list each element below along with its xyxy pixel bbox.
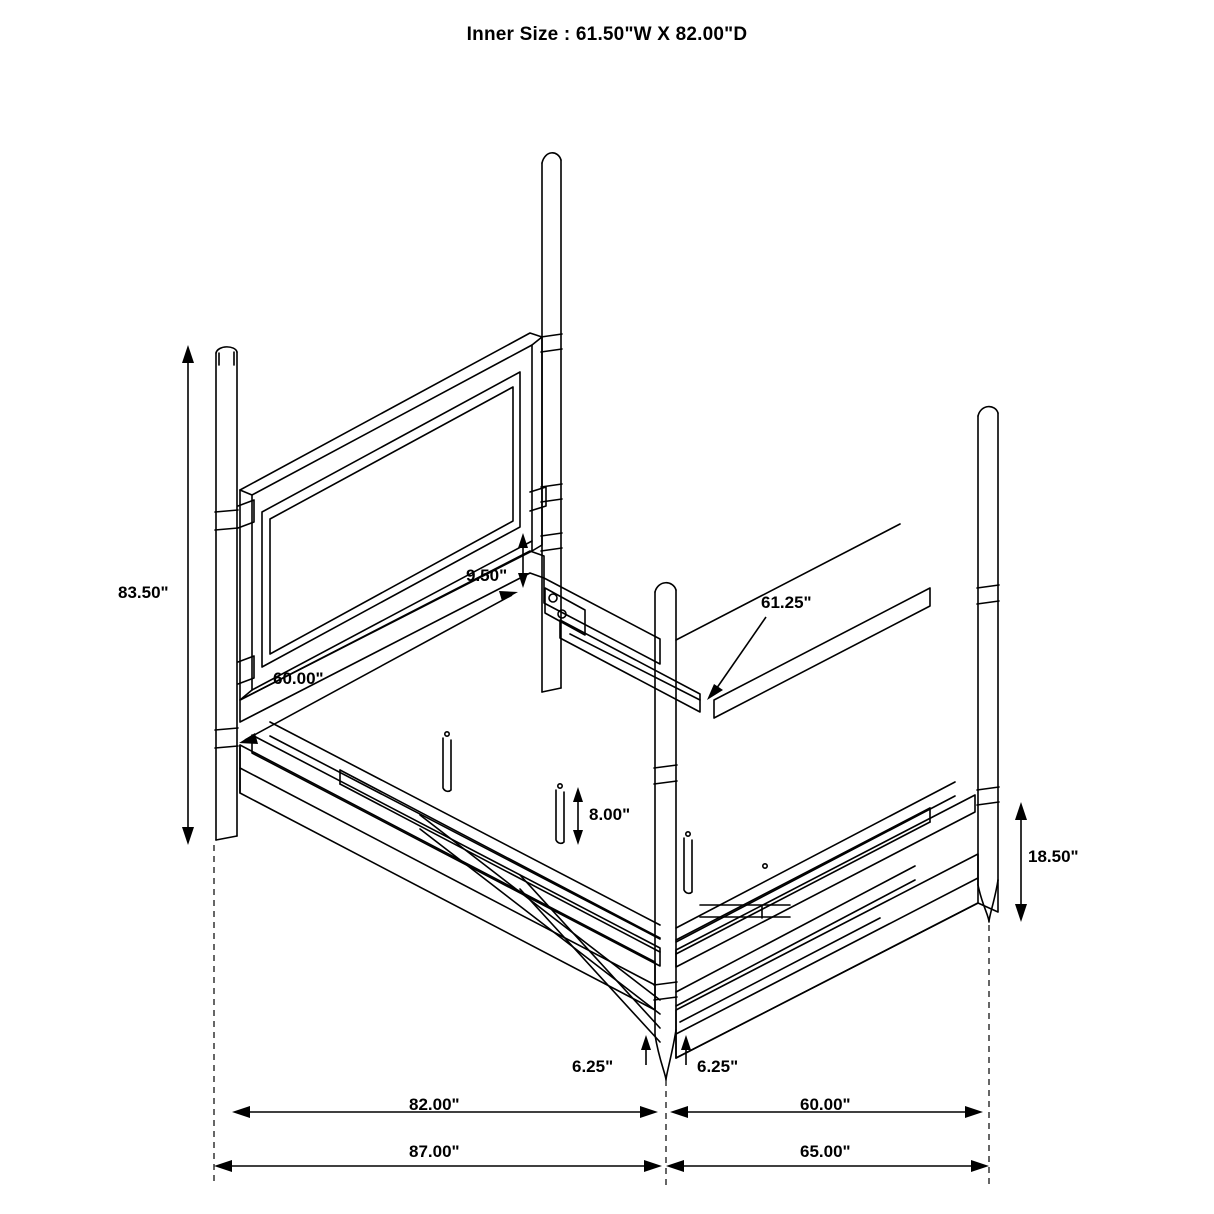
dim-label-footboard-post-height: 18.50" (1028, 847, 1079, 866)
dim-headboard-gap (518, 533, 528, 588)
rail-bracket-holes (545, 588, 585, 635)
dim-post-height (182, 345, 194, 845)
dim-label-overall-depth: 87.00" (409, 1142, 460, 1161)
center-foot-post (654, 583, 677, 1080)
extension-lines (214, 845, 989, 1185)
dim-label-post-width-right: 6.25" (697, 1057, 739, 1076)
dim-label-inner-depth: 82.00" (409, 1095, 460, 1114)
dim-row-overall (214, 1160, 989, 1172)
page-title: Inner Size : 61.50"W X 82.00"D (466, 24, 748, 45)
dim-label-overall-width: 65.00" (800, 1142, 851, 1161)
dim-headboard-width (239, 591, 518, 744)
headboard-panel (238, 333, 546, 700)
dim-label-inner-width: 60.00" (800, 1095, 851, 1114)
headboard-left-post (215, 347, 238, 840)
dim-row-inner (232, 1106, 983, 1118)
dim-rail-height (573, 787, 583, 845)
back-side-rail (544, 524, 900, 664)
foot-side-rail (676, 854, 978, 1058)
dim-label-rail-height: 8.00" (589, 805, 631, 824)
long-side-rail (240, 745, 655, 1010)
dim-label-post-height: 83.50" (118, 583, 169, 602)
dim-label-headboard-width: 60.00" (273, 669, 324, 688)
dim-post-width-right (681, 1035, 691, 1065)
dim-footboard-post-height (1015, 802, 1027, 922)
dim-label-slat-length: 61.25" (761, 593, 812, 612)
inner-frame-rails (252, 588, 975, 967)
slats (270, 722, 955, 1042)
dim-post-width-left (641, 1035, 651, 1065)
footboard-right-post (977, 407, 999, 922)
dim-label-post-width-left: 6.25" (572, 1057, 614, 1076)
dim-label-headboard-gap: 9.50" (466, 566, 508, 585)
